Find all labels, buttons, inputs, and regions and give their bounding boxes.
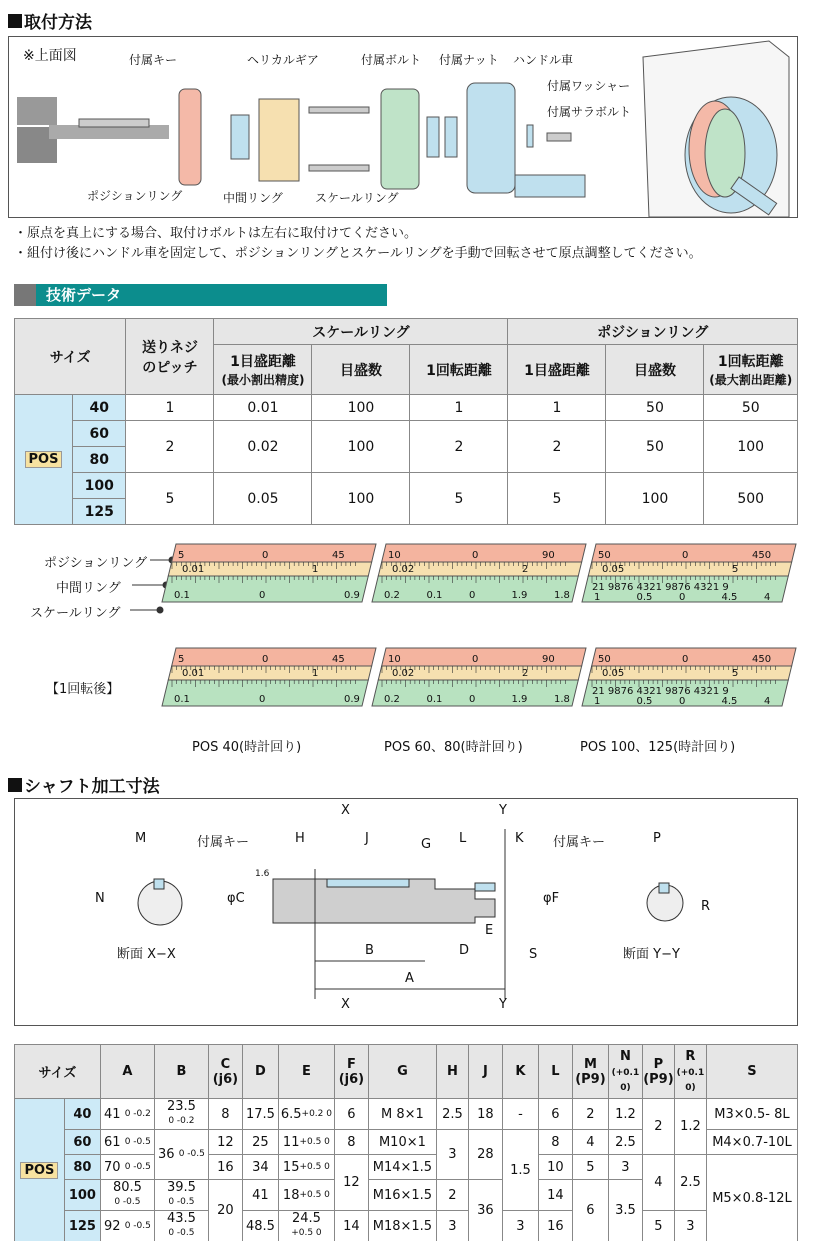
dial-top-2-pos-zero: 0 [682,550,689,561]
section-title-mounting: 取付方法 [8,8,92,33]
label-s: S [529,947,538,962]
label-j: J [365,831,369,846]
dial-top-2-mid-step: 0.05 [602,564,625,575]
label-k: K [515,831,524,846]
th-pitch: 送りネジ のピッチ [126,319,214,395]
dial-bottom-2-scale-1: 0.5 [636,696,653,707]
dial-top-0-mid-num: 1 [312,564,319,575]
caption-pos100-125: POS 100、125(時計回り) [580,740,736,755]
dial-top-2-scale-4: 4 [764,592,771,603]
dial-top-1-scale-1: 0.1 [426,590,443,601]
dial-top-2-pos-right: 450 [752,550,772,561]
label-x-top: X [341,803,350,818]
dial-bottom-1-pos-zero: 0 [472,654,479,665]
size-60: 60 [73,421,126,447]
shaft-drawing-svg [15,799,799,1027]
section-y-label: 断面 Y−Y [623,947,680,962]
dial-top-1-pos-left: 10 [388,550,401,561]
dial-bottom-0-scale-1: 0 [259,694,266,705]
label-h: H [295,831,305,846]
dial-bottom-1-pos-right: 90 [542,654,555,665]
dial-top-2-scale-2: 0 [679,592,686,603]
dial-top-2-pos-left: 50 [598,550,611,561]
label-scale-ring: スケールリング [315,191,399,205]
dial-top-1-pos-right: 90 [542,550,555,561]
dial-top-0-pos-right: 45 [332,550,345,561]
dial-bottom-0-band-0 [172,648,376,666]
label-r: R [701,899,711,914]
label-countersunk-bolt: 付属サラボルト [547,105,632,119]
legend-scale-ring: スケールリング [30,606,121,621]
label-nut: 付属ナット [439,53,499,67]
th-pos-step: 1目盛距離 [508,345,606,395]
label-b: B [365,943,374,958]
label-l: L [459,831,467,846]
dial-bottom-0-scale-0: 0.1 [174,694,190,705]
dial-top-0-mid-step: 0.01 [182,564,205,575]
dial-top-0-scale-2: 0.9 [344,590,360,601]
dial-bottom-2-pos-left: 50 [598,654,611,665]
dial-bottom-1-pos-left: 10 [388,654,401,665]
dial-top-0-scale-0: 0.1 [174,590,190,601]
label-washer: 付属ワッシャー [547,79,631,93]
legend-position-ring: ポジションリング [44,556,148,571]
label-position-ring: ポジションリング [87,189,183,203]
dial-bottom-1-scale-3: 1.9 [511,694,528,705]
label-key-right: 付属キー [553,835,606,850]
dial-top-1-scale-2: 0 [469,590,476,601]
th-scale-ring: スケールリング [214,319,508,345]
label-e: E [485,923,494,938]
pos-cell: POS [15,395,73,525]
dial-top-0-band-0 [172,544,376,562]
dial-bottom-0-pos-zero: 0 [262,654,269,665]
label-handle: ハンドル車 [513,53,574,67]
dial-bottom-2-pos-zero: 0 [682,654,689,665]
dial-top-1-mid-num: 2 [522,564,529,575]
dial-top-2-scale-0: 1 [594,592,601,603]
dial-bottom-1-band-0 [382,648,586,666]
dial-bottom-0-pos-left: 5 [178,654,185,665]
roughness-mark: 1.6 [255,869,270,879]
dial-top-1-scale-0: 0.2 [384,590,400,601]
dial-bottom-0-pos-right: 45 [332,654,345,665]
dial-top-0-scale-1: 0 [259,590,266,601]
dial-bottom-2-scale-4: 4 [764,696,771,707]
th-size: サイズ [15,319,126,395]
label-n: N [95,891,105,906]
note-2: ・組付け後にハンドル車を固定して、ポジションリングとスケールリングを手動で回転させて原点調整してください。 [14,246,702,261]
section-title-tech: 技術データ [14,284,387,306]
shaft-drawing [14,798,798,1026]
size-40: 40 [73,395,126,421]
dial-bottom-1-mid-step: 0.02 [392,668,415,679]
th-scale-step: 1目盛距離 (最小割出精度) [214,345,312,395]
th-pos-count: 目盛数 [606,345,704,395]
mounting-diagram [8,36,798,218]
label-a: A [405,971,414,986]
label-p: P [653,831,661,846]
label-f: φF [543,891,560,906]
dial-bottom-1-scale-2: 0 [469,694,476,705]
section-title-shaft: シャフト加工寸法 [8,772,160,797]
dial-bottom-2-scale-0: 1 [594,696,601,707]
dial-top-1-scale-4: 1.8 [554,590,570,601]
dial-bottom-2-scale-2: 0 [679,696,686,707]
size-80: 80 [73,447,126,473]
dial-bottom-2-scale-3: 4.5 [721,696,738,707]
dial-bottom-2-mid-num: 5 [732,668,739,679]
label-c: φC [227,891,245,906]
dial-bottom-0-mid-step: 0.01 [182,668,205,679]
label-y-top: Y [499,803,507,818]
size-100: 100 [73,473,126,499]
dial-bottom-0-mid-num: 1 [312,668,319,679]
label-g: G [421,837,432,852]
dial-top-0-pos-left: 5 [178,550,185,561]
top-view-label: ※上面図 [23,48,77,64]
th-scale-count: 目盛数 [312,345,410,395]
caption-pos40: POS 40(時計回り) [192,740,302,755]
tech-data-table: サイズ 送りネジ のピッチ スケールリング ポジションリング 1目盛距離 (最小割出精度) 目盛数 1回転距離 1目盛距離 目盛数 1回転距離 (最大割出距離) POS 40 1 0.01 100 1 1 50 50 60 2 0.02 100 2 2 50 100 80 100 5 0.05 100 5 5 100 500 125 [14,318,798,525]
section-x-label: 断面 X−X [117,947,176,962]
dial-bottom-0-scale-2: 0.9 [344,694,360,705]
dial-top-1-band-0 [382,544,586,562]
dial-top-0-pos-zero: 0 [262,550,269,561]
dial-top-2-scale-1: 0.5 [636,592,653,603]
dial-top-2-digits: 21 9876 4321 9876 4321 9 [592,582,729,593]
dial-bottom-1-scale-0: 0.2 [384,694,400,705]
dial-bottom-2-mid-step: 0.05 [602,668,625,679]
th-pos-rev: 1回転距離 (最大割出距離) [704,345,798,395]
dial-bottom-1-scale-4: 1.8 [554,694,570,705]
label-y-bottom: Y [499,997,507,1012]
dial-top-1-scale-3: 1.9 [511,590,528,601]
label-key: 付属キー [129,53,178,67]
dial-bottom-2-pos-right: 450 [752,654,772,665]
label-m: M [135,831,147,846]
dial-top-1-pos-zero: 0 [472,550,479,561]
label-middle-ring: 中間リング [223,191,283,205]
after-rotation-label: 【1回転後】 [46,682,120,697]
size-125: 125 [73,499,126,525]
dial-diagrams [0,540,814,750]
dial-bottom-1-scale-1: 0.1 [426,694,443,705]
dial-bottom-2-digits: 21 9876 4321 9876 4321 9 [592,686,729,697]
th-position-ring: ポジションリング [508,319,798,345]
label-d: D [459,943,470,958]
dim-pos-cell: POS [15,1099,65,1241]
note-1: ・原点を真上にする場合、取付けボルトは左右に取付けてください。 [14,226,418,241]
label-x-bottom: X [341,997,350,1012]
caption-pos60-80: POS 60、80(時計回り) [384,740,523,755]
dial-bottom-1-mid-num: 2 [522,668,529,679]
label-key-left: 付属キー [197,835,250,850]
dial-top-2-mid-num: 5 [732,564,739,575]
shaft-dim-table: サイズ A B C (j6) D E F (j6) G H J K L M (P9) N (+0.1 0) P (P9) R (+0.1 0) S POS 40 41 0 -0.2 23.50 -0.2 8 17.5 6.5+0.2 0 6 M 8×1 2.5 18 - 6 2 1.2 2 1.2 M3×0.5- 8L 60 61 0 -0.5 36 0 -0.5 12 25 11+0.5 0 8 M10×1 3 28 1.5 8 4 2.5 M4×0.7-10L 80 70 0 -0.5 16 34 15+0.5 0 12 M14×1.5 10 5 3 4 2.5 M5×0.8-12L 100 80.50 -0.5 39.50 -0.5 20 41 18+0.5 0 M16×1.5 2 36 14 6 3.5 125 92 0 -0.5 43.50 -0.5 48.5 24.5+0.5 0 14 M18×1.5 3 3 16 5 3 [14,1044,798,1241]
dial-top-2-scale-3: 4.5 [721,592,738,603]
label-helical-gear: ヘリカルギア [247,53,319,67]
label-bolt: 付属ボルト [361,53,422,67]
legend-middle-ring: 中間リング [56,581,121,596]
dial-top-1-mid-step: 0.02 [392,564,415,575]
th-scale-rev: 1回転距離 [410,345,508,395]
